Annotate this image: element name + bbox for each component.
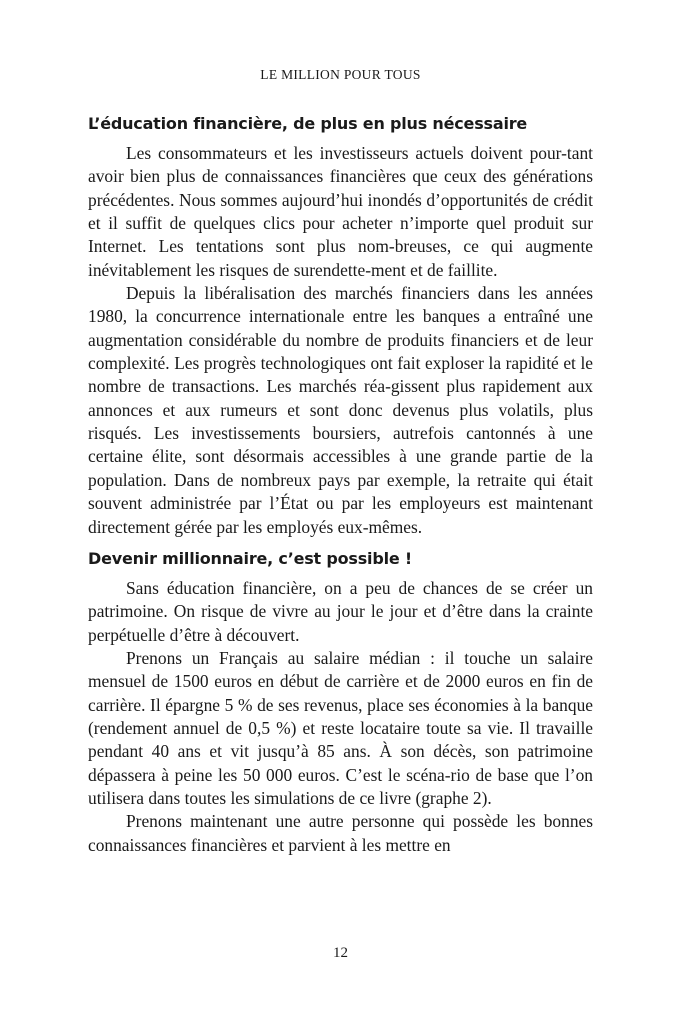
paragraph: Prenons maintenant une autre personne qui possède les bonnes connaissances financières et parvient à les mettre en [88, 811, 593, 855]
section-heading-education: L’éducation financière, de plus en plus nécessaire [88, 114, 528, 133]
book-page [88, 0, 593, 1034]
running-head: LE MILLION POUR TOUS [260, 67, 421, 82]
page-content [88, 112, 593, 857]
paragraph: Depuis la libéralisation des marchés financiers dans les années 1980, la concurrence internationale entre les banques a entraîné une augmentation considérable du nombre de produits financiers et de leur complexité. Les progrès technologiques ont fait exploser la rapidité et le nombre de transactions. Les marchés réa-gissent plus rapidement aux annonces et aux rumeurs et sont donc devenus plus volatils, plus risqués. Les investissements boursiers, autrefois cantonnés à une certaine élite, sont désormais accessibles à une grande partie de la population. Dans de nombreux pays par exemple, la retraite qui était souvent administrée par l’État ou par les employeurs est maintenant directement gérée par les employés eux-mêmes. [88, 283, 593, 537]
page-number: 12 [333, 945, 348, 961]
section-heading-millionnaire: Devenir millionnaire, c’est possible ! [88, 548, 412, 568]
paragraph: Prenons un Français au salaire médian : il touche un salaire mensuel de 1500 euros en début de carrière et de 2000 euros en fin de carrière. Il épargne 5 % de ses revenus, place ses économies à la banque (rendement annuel de 0,5 %) et reste locataire toute sa vie. Il travaille pendant 40 ans et vit jusqu’à 85 ans. À son décès, son patrimoine dépassera à peine les 50 000 euros. C’est le scéna-rio de base que l’on utilisera dans toutes les simulations de ce livre (graphe 2). [88, 647, 593, 808]
paragraph: Sans éducation financière, on a peu de chances de se créer un patrimoine. On risque de vivre au jour le jour et d’être dans la crainte perpétuelle d’être à découvert. [88, 577, 593, 645]
paragraph: Les consommateurs et les investisseurs actuels doivent pour-tant avoir bien plus de connaissances financières que ceux des générations précédentes. Nous sommes aujourd’hui inondés d’opportunités de crédit et il suffit de quelques clics pour acheter n’importe quel produit sur Internet. Les tentations sont plus nom-breuses, ce qui augmente inévitablement les risques de surendette-ment et de faillite. [88, 143, 593, 280]
